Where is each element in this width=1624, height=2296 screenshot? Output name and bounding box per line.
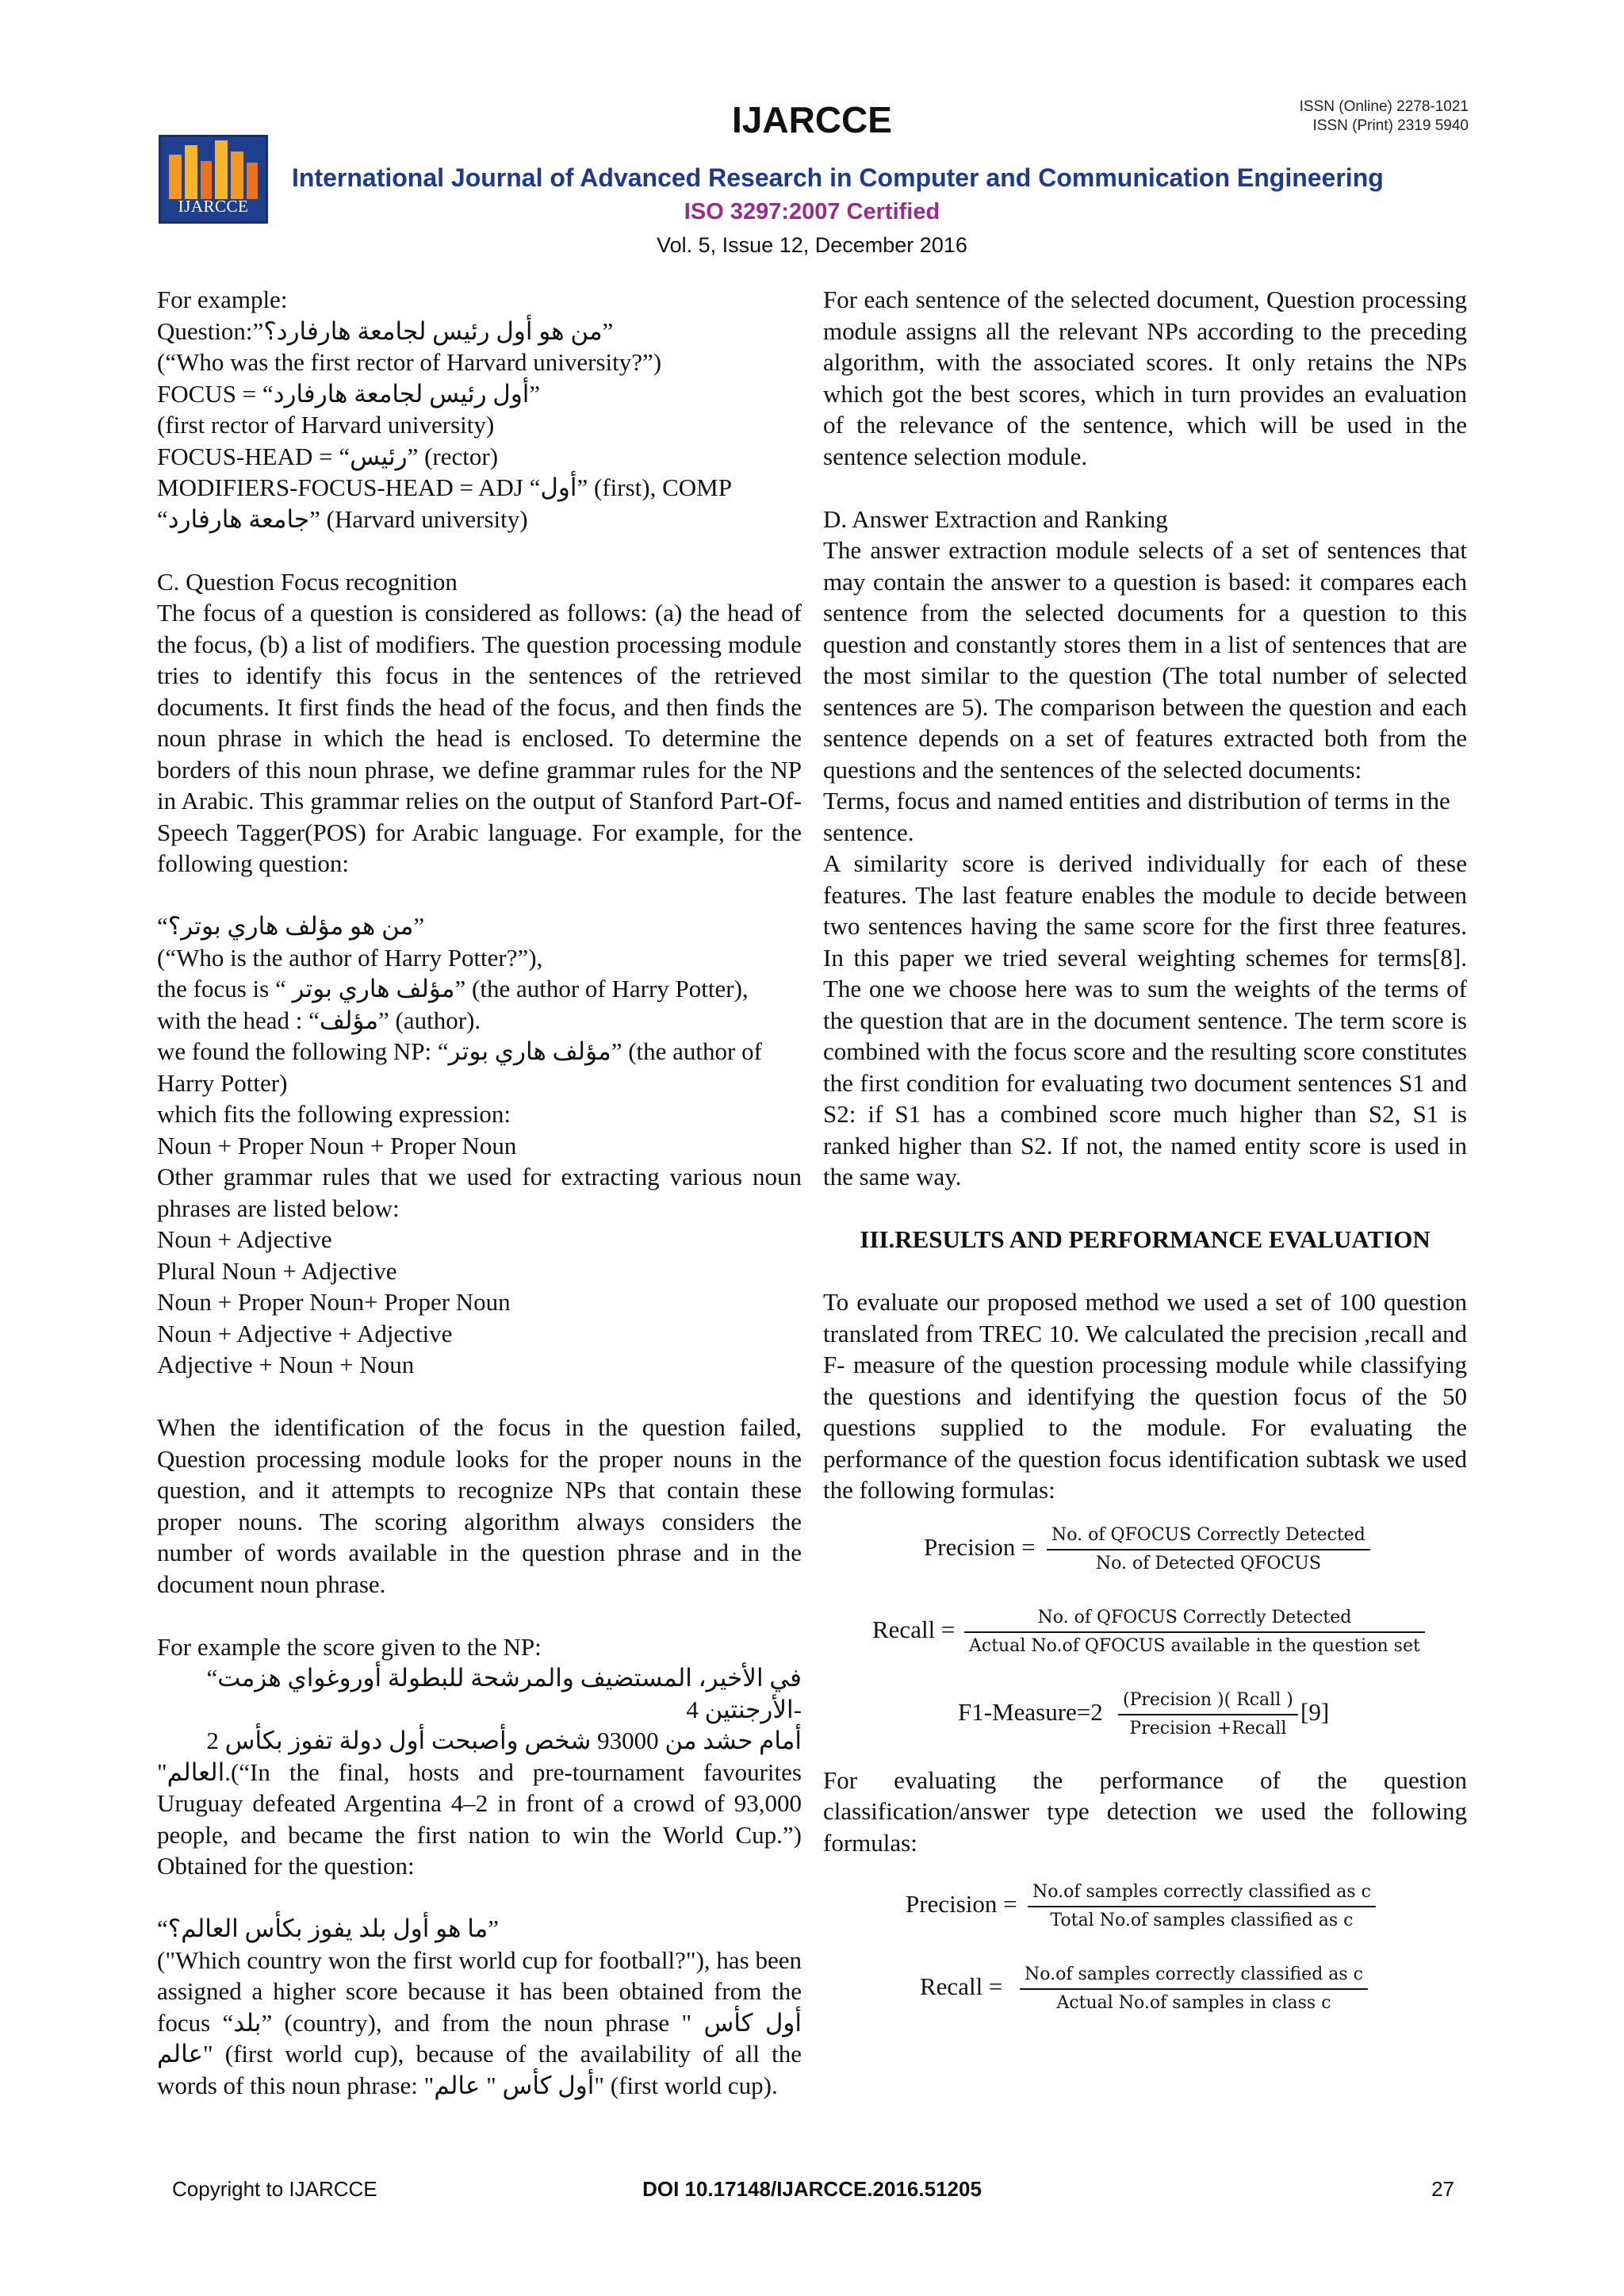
example2-np: we found the following NP: “مؤلف هاري بوتر” (the author of Harry Potter) — [157, 1037, 762, 1097]
example-modifiers: MODIFIERS-FOCUS-HEAD = ADJ “أول” (first), COMP — [157, 473, 732, 501]
example3-paragraph: ("Which country won the first world cup for football?"), has been assigned a higher score because it has been obtained from the focus “بلد” (country), and from the noun phrase " أول كأس عالم" (first world cup), because of the availability of all the words of this noun phrase: "أول كأس " عالم" (first world cup). — [157, 1945, 802, 2099]
formula-class-precision — [823, 1877, 1467, 1933]
formula-f1-measure — [823, 1685, 1467, 1741]
example-modifiers-comp: “جامعة هارفارد” (Harvard university) — [157, 504, 528, 533]
journal-name: International Journal of Advanced Research in Computer and Communication Engineering — [292, 163, 1384, 192]
formula-label: F1-Measure=2 — [958, 1697, 1103, 1726]
section-d-title: D. Answer Extraction and Ranking — [823, 504, 1168, 533]
right-column — [823, 284, 1467, 2015]
score-arabic-line-1: “في الأخير، المستضيف والمرشحة للبطولة أوروغواي هزمت الأرجنتين 4- — [206, 1664, 802, 1723]
formula-fraction — [1028, 1879, 1376, 1934]
formula-denominator: No. of Detected QFOCUS — [1095, 1553, 1321, 1573]
section-3-paragraph-2: For evaluating the performance of the question classification/answer type detection we used the following formulas: — [823, 1765, 1467, 1857]
example-label: For example: — [157, 286, 288, 313]
logo-skyline-icon — [161, 137, 266, 201]
journal-abbreviation: IJARCCE — [732, 99, 892, 140]
grammar-rule: Adjective + Noun + Noun — [157, 1351, 415, 1378]
formula-denominator: Total No.of samples classified as c — [1050, 1911, 1354, 1930]
formula-denominator: Actual No.of QFOCUS available in the question set — [969, 1635, 1420, 1656]
formula-fraction — [964, 1604, 1425, 1660]
formula-denominator: Actual No.of samples in class c — [1056, 1993, 1331, 2013]
issn-block — [1300, 98, 1469, 136]
score-arabic-line-2: 2 أمام حشد من 93000 شخص وأصبحت أول دولة تفوز بكأس — [206, 1727, 802, 1754]
formula-numerator: No.of samples correctly classified as c — [1028, 1879, 1376, 1907]
iso-certification: ISO 3297:2007 Certified — [684, 199, 940, 224]
grammar-rule: Noun + Adjective — [157, 1225, 332, 1253]
np-scoring-paragraph: For each sentence of the selected document, Question processing module assigns all the relevant NPs according to the preceding algorithm, with the associated scores. It only retains the NPs which got the best scores, which in turn provides an evaluation of the relevance of the sentence, which will be used in the sentence selection module. — [823, 286, 1467, 470]
formula-numerator: No.of samples correctly classified as c — [1020, 1961, 1368, 1990]
example-question-arabic: Question:”من هو أول رئيس لجامعة هارفارد؟” — [157, 316, 614, 345]
formula-numerator: No. of QFOCUS Correctly Detected — [1047, 1522, 1370, 1550]
formula-focus-precision — [823, 1520, 1467, 1576]
issn-print: ISSN (Print) 2319 5940 — [1312, 117, 1469, 134]
formula-label: Precision = — [924, 1532, 1036, 1561]
section-d-paragraph-1: The answer extraction module selects of a set of sentences that may contain the answer to a question is based: it compares each sentence from the selected documents for a question to this question and constantly stores them in a list of sentences that are the most similar to the question (The total number of selected sentences are 5). The comparison between the question and each sentence depends on a set of features extracted both from the questions and the sentences of the selected documents: — [823, 536, 1467, 784]
formula-fraction — [1118, 1687, 1298, 1742]
score-example-intro: For example the score given to the NP: — [157, 1632, 542, 1661]
section-d-paragraph-3: A similarity score is derived individually for each of these features. The last feature enables the module to decide between two sentences having the same score for the first three features. In this paper we tried several weighting schemes for terms[8]. The one we choose here was to sum the weights of the terms of the question that are in the document sentence. The term score is combined with the focus score and the resulting score constitutes the first condition for evaluating two document sentences S1 and S2: if S1 has a combined score much higher than S2, S1 is ranked higher than S2. If not, the named entity score is used in the same way. — [823, 849, 1467, 1190]
formula-numerator: No. of QFOCUS Correctly Detected — [964, 1604, 1425, 1633]
left-column — [157, 284, 802, 2101]
score-translation: "العالم.(“In the final, hosts and pre-tournament favourites Uruguay defeated Argentina 4–2 in front of a crowd of 93,000 people, and became the first nation to win the World Cup.”) Obtained for the question: — [157, 1757, 802, 1880]
section-3-title: III.RESULTS AND PERFORMANCE EVALUATION — [860, 1225, 1431, 1253]
formula-fraction — [1047, 1522, 1370, 1577]
example-question-translation: (“Who was the first rector of Harvard university?”) — [157, 348, 662, 376]
formula-label: Precision = — [906, 1890, 1017, 1918]
example-focus-head: FOCUS-HEAD = “رئيس” (rector) — [157, 442, 499, 470]
formula-fraction — [1020, 1961, 1368, 2017]
section-3-paragraph: To evaluate our proposed method we used a set of 100 question translated from TREC 10. We calculated the precision ,recall and F- measure of the question processing module while classifying the questions and identifying the question focus of the 50 questions supplied to the module. For evaluating the performance of the question focus identification subtask we used the following formulas: — [823, 1288, 1467, 1504]
example-focus-translation: (first rector of Harvard university) — [157, 411, 495, 439]
grammar-rule: Noun + Proper Noun+ Proper Noun — [157, 1288, 511, 1316]
formula-focus-recall — [823, 1603, 1467, 1658]
volume-issue: Vol. 5, Issue 12, December 2016 — [657, 233, 967, 257]
section-d-paragraph-2: Terms, focus and named entities and distribution of terms in the sentence. — [823, 787, 1450, 846]
grammar-rules-intro: Other grammar rules that we used for extracting various noun phrases are listed below: — [157, 1163, 802, 1222]
issn-online: ISSN (Online) 2278-1021 — [1299, 98, 1469, 115]
example2-focus: the focus is “ مؤلف هاري بوتر” (the author of Harry Potter), — [157, 975, 749, 1002]
example3-question-arabic: “ما هو أول بلد يفوز بكأس العالم؟” — [157, 1915, 500, 1942]
grammar-rule: Plural Noun + Adjective — [157, 1256, 397, 1285]
example-focus: FOCUS = “أول رئيس لجامعة هارفارد” — [157, 379, 541, 408]
footer-copyright: Copyright to IJARCCE — [172, 2177, 377, 2201]
formula-label: Recall = — [920, 1972, 1003, 2000]
formula-numerator: (Precision )( Rcall ) — [1118, 1687, 1298, 1715]
grammar-rule: Noun + Adjective + Adjective — [157, 1319, 453, 1347]
formula-class-recall — [823, 1960, 1467, 2015]
section-c-paragraph: The focus of a question is considered as follows: (a) the head of the focus, (b) a list of modifiers. The question processing module tries to identify this focus in the sentences of the retrieved documents. It first finds the head of the focus, and then finds the noun phrase in which the head is enclosed. To determine the borders of this noun phrase, we define grammar rules for the NP in Arabic. This grammar relies on the output of Stanford Part-Of-Speech Tagger(POS) for Arabic language. For example, for the following question: — [157, 599, 802, 877]
footer-doi: DOI 10.17148/IJARCCE.2016.51205 — [642, 2177, 982, 2201]
footer-page-number: 27 — [1431, 2177, 1454, 2201]
focus-failure-paragraph: When the identification of the focus in the question failed, Question processing module looks for the proper nouns in the question, and it attempts to recognize NPs that contain these proper nouns. The scoring algorithm always considers the number of words available in the question phrase and in the document noun phrase. — [157, 1413, 802, 1598]
example2-fits: which fits the following expression: — [157, 1100, 511, 1128]
example2-head: with the head : “مؤلف” (author). — [157, 1006, 481, 1034]
example2-question-arabic: “من هو مؤلف هاري بوتر؟” — [157, 912, 425, 940]
logo-text: IJARCCE — [178, 197, 249, 216]
formula-denominator: Precision +Recall — [1129, 1718, 1287, 1738]
formula-citation: [9] — [1300, 1697, 1330, 1726]
formula-label: Recall = — [872, 1615, 956, 1643]
section-c-title: C. Question Focus recognition — [157, 567, 458, 596]
example2-translation: (“Who is the author of Harry Potter?”), — [157, 943, 543, 972]
example2-expression: Noun + Proper Noun + Proper Noun — [157, 1131, 517, 1159]
